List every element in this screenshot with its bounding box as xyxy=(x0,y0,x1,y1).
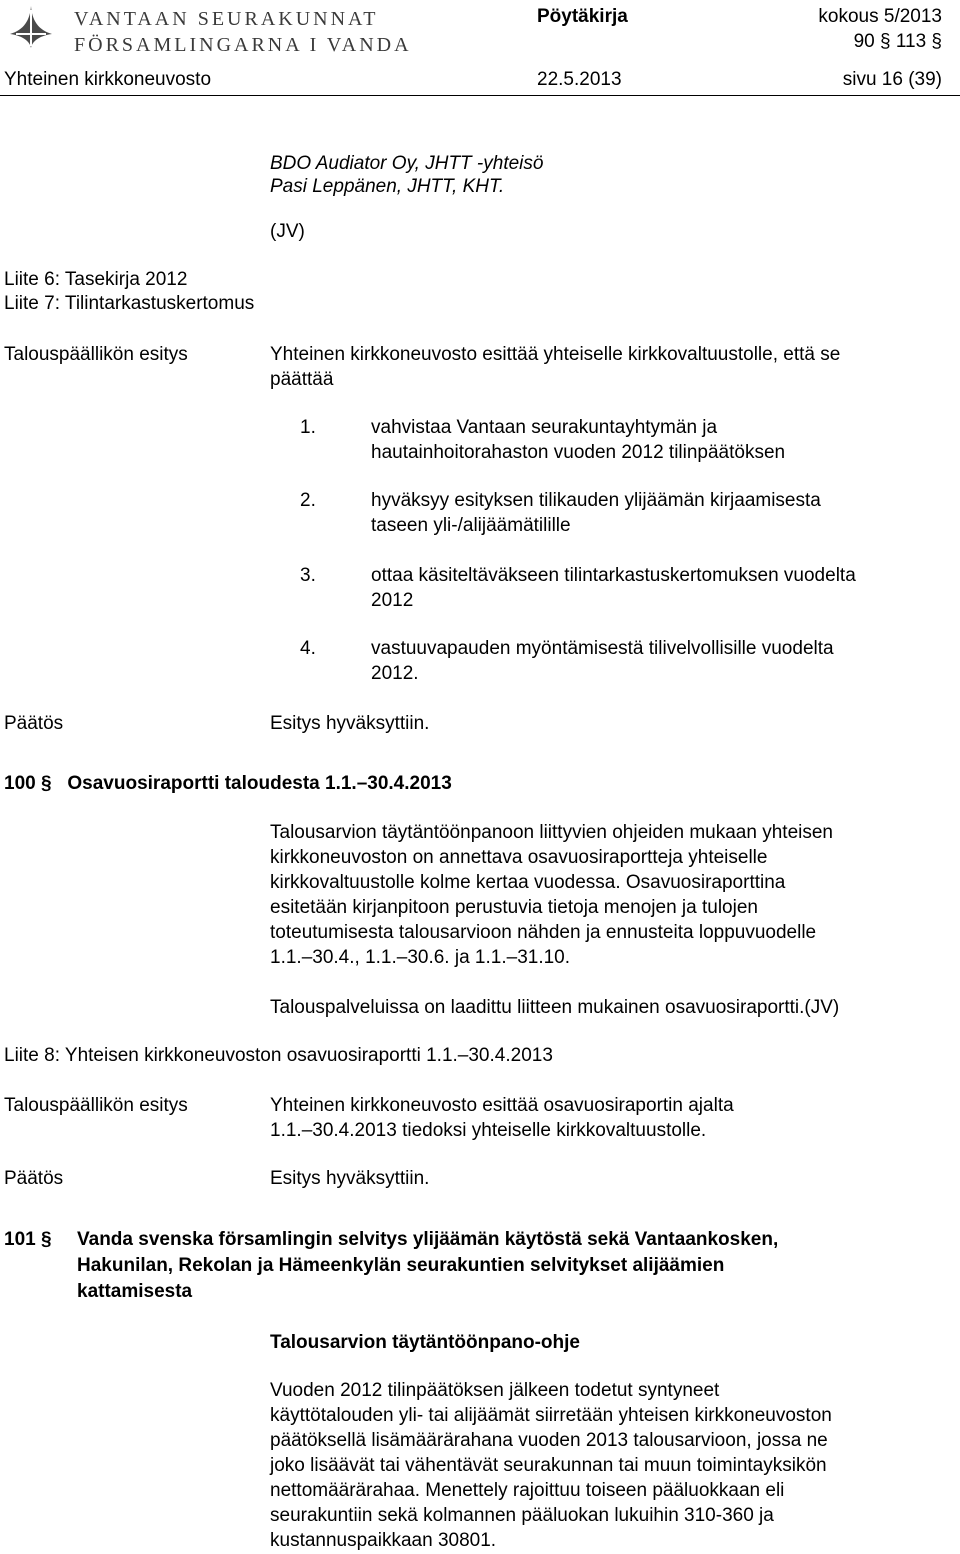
paragraph-line: Talousarvion täytäntöönpanoon liittyvien ohjeiden mukaan yhteisen xyxy=(270,822,833,843)
item-number: 4. xyxy=(300,638,316,659)
auditor-line-1: BDO Audiator Oy, JHTT -yhteisö xyxy=(270,153,544,174)
item-line: hautainhoitorahaston vuoden 2012 tilinpäätöksen xyxy=(371,442,786,463)
section-range: 90 § 113 § xyxy=(853,31,942,52)
paragraph-line: käyttötalouden yli- tai alijäämät siirretään yhteisen kirkkoneuvoston xyxy=(270,1405,832,1426)
paragraph-line: seurakuntiin sekä kolmannen pääluokan lukuihin 310-360 ja xyxy=(270,1505,774,1526)
section-101-subheading: Talousarvion täytäntöönpano-ohje xyxy=(270,1332,580,1353)
header-divider xyxy=(0,95,960,96)
proposal-label: Talouspäällikön esitys xyxy=(4,1095,188,1116)
paragraph-line: toteutumisesta talousarvioon nähden ja ennusteita loppuvuodelle xyxy=(270,922,817,943)
paragraph-line: esitetään kirjanpitoon perustuvia tietoja menojen ja tulojen xyxy=(270,897,758,918)
org-name-finnish: VANTAAN SEURAKUNNAT xyxy=(74,8,379,30)
doc-type: Pöytäkirja xyxy=(537,6,628,27)
item-number: 3. xyxy=(300,565,316,586)
item-number: 1. xyxy=(300,417,316,438)
church-cross-logo-icon xyxy=(4,4,58,50)
item-line: vahvistaa Vantaan seurakuntayhtymän ja xyxy=(371,417,718,438)
list-item xyxy=(371,488,821,538)
item-line: 2012 xyxy=(371,590,414,611)
org-name-swedish: FÖRSAMLINGARNA I VANDA xyxy=(74,34,412,56)
section-101-title-line-3: kattamisesta xyxy=(77,1281,193,1302)
paragraph-line: kustannuspaikkaan 30801. xyxy=(270,1530,497,1551)
header-body-name: Yhteinen kirkkoneuvosto xyxy=(4,69,212,90)
decision-text: Esitys hyväksyttiin. xyxy=(270,1168,430,1189)
section-100-paragraph xyxy=(270,820,950,970)
proposal-line-2: 1.1.–30.4.2013 tiedoksi yhteiselle kirkkovaltuustolle. xyxy=(270,1120,707,1141)
auditor-line-2: Pasi Leppänen, JHTT, KHT. xyxy=(270,176,505,197)
meeting-number: kokous 5/2013 xyxy=(818,6,942,27)
section-101-number: 101 § xyxy=(4,1229,52,1250)
section-100-heading: 100 § Osavuosiraportti taloudesta 1.1.–30.4.2013 xyxy=(4,773,452,794)
section-101-title-line-1: Vanda svenska församlingin selvitys ylijäämän käytöstä sekä Vantaankosken, xyxy=(77,1229,779,1250)
attachment-7: Liite 7: Tilintarkastuskertomus xyxy=(4,293,255,314)
attachment-8: Liite 8: Yhteisen kirkkoneuvoston osavuosiraportti 1.1.–30.4.2013 xyxy=(4,1045,553,1066)
paragraph-line: nettomäärärahaa. Menettely rajoittuu toiseen pääluokkaan eli xyxy=(270,1480,785,1501)
item-line: vastuuvapauden myöntämisestä tilivelvollisille vuodelta xyxy=(371,638,834,659)
decision-text: Esitys hyväksyttiin. xyxy=(270,713,430,734)
proposal-line-1: Yhteinen kirkkoneuvosto esittää yhteiselle kirkkovaltuustolle, että se xyxy=(270,344,841,365)
attachment-6: Liite 6: Tasekirja 2012 xyxy=(4,269,188,290)
item-line: hyväksyy esityksen tilikauden ylijäämän kirjaamisesta xyxy=(371,490,821,511)
decision-label: Päätös xyxy=(4,1168,64,1189)
list-item xyxy=(371,563,856,613)
paragraph-line: kirkkoneuvoston on annettava osavuosiraportteja yhteiselle xyxy=(270,847,768,868)
item-line: taseen yli-/alijäämätilille xyxy=(371,515,571,536)
section-100-note: Talouspalveluissa on laadittu liitteen mukainen osavuosiraportti.(JV) xyxy=(270,997,840,1018)
paragraph-line: 1.1.–30.4., 1.1.–30.6. ja 1.1.–31.10. xyxy=(270,947,571,968)
header-date: 22.5.2013 xyxy=(537,69,622,90)
page-number: sivu 16 (39) xyxy=(842,69,942,90)
section-101-title-line-2: Hakunilan, Rekolan ja Hämeenkylän seurakuntien selvitykset alijäämien xyxy=(77,1255,725,1276)
proposal-line-1: Yhteinen kirkkoneuvosto esittää osavuosiraportin ajalta xyxy=(270,1095,734,1116)
list-item xyxy=(371,636,834,686)
section-101-paragraph xyxy=(270,1378,950,1553)
proposal-label: Talouspäällikön esitys xyxy=(4,344,188,365)
item-line: 2012. xyxy=(371,663,419,684)
item-line: ottaa käsiteltäväkseen tilintarkastuskertomuksen vuodelta xyxy=(371,565,856,586)
decision-label: Päätös xyxy=(4,713,64,734)
initials: (JV) xyxy=(270,221,305,242)
paragraph-line: kirkkovaltuustolle kolme kertaa vuodessa. Osavuosiraporttina xyxy=(270,872,786,893)
item-number: 2. xyxy=(300,490,316,511)
paragraph-line: päätöksellä lisämäärärahana vuoden 2013 talousarvioon, jossa ne xyxy=(270,1430,828,1451)
paragraph-line: Vuoden 2012 tilinpäätöksen jälkeen todetut syntyneet xyxy=(270,1380,720,1401)
paragraph-line: joko lisäävät tai vähentävät seurakunnan tai muun toimintayksikön xyxy=(270,1455,827,1476)
list-item xyxy=(371,415,785,465)
proposal-line-2: päättää xyxy=(270,369,334,390)
